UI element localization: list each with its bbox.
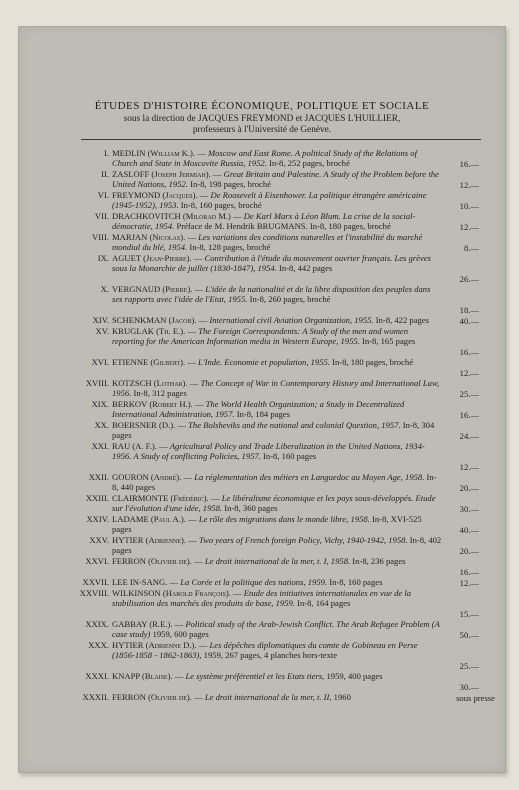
entry-details: In-8, 236 pages [352,556,406,566]
entry-text: BERKOV (Robert H.). — The World Health Organization; a Study in Decentralized International Administration, 1957. In-8, 184 pages [112,399,405,419]
catalog-entry [19,254,505,285]
entry-price: 8.— [463,243,479,254]
entry-details: In-8, 165 pages [362,335,416,346]
entry-price: 30.— [459,504,479,515]
catalog-entry [19,494,505,515]
entry-details: In-8, 440 pages [112,472,437,492]
catalog-entry [19,379,505,400]
entry-text: KNAPP (Blaise). — Le système préférentiel et les Etats tiers, 1959, 400 pages [112,671,383,681]
entry-author: MARJAN (Nicolas). [112,232,186,242]
entry-number: XXII. [88,472,109,482]
catalog-entry [19,442,505,473]
entry-details: In-8, 160 pages, broché [180,199,262,210]
entry-number: XIX. [91,399,109,409]
entry-author: BERKOV (Robert H.). [112,399,193,409]
entry-author: HYTIER (Adrienne D.). [112,640,197,650]
entry-author: AGUET (Jean-Pierre). [112,253,192,263]
entry-text: ZASLOFF (Joseph Jermiah). — Great Britain and Palestine. A Study of the Problem before the United Nations, 1952. In-8, 198 pages, broché [112,169,439,189]
entry-title: L'idée de la nationalité et de la libre disposition des peuples dans ses rapports avec l'idée de l'Etat, 1955. [112,284,431,304]
publication-list [19,149,505,704]
entry-title: Agricultural Policy and Trade Liberalization in the United Nations, 1934-1956. A Study of conflicting Policies, 1957. [112,441,425,461]
header [19,100,505,136]
entry-author: MEDLIN (William K.). [112,148,196,158]
entry-details: In-8, 312 pages [133,387,187,398]
entry-author: FREYMOND (Jacques). [112,190,198,200]
catalog-entry [19,233,505,254]
catalog-entry [19,641,505,672]
entry-price: 16.— [459,159,479,170]
entry-text: HYTIER (Adrienne). — Two years of French foreign Policy, Vichy, 1940-1942, 1958. In-8, 402 pages [112,535,442,555]
entry-title: De Roosevelt à Eisenhower. La politique étrangère américaine (1945-1952), 1953. [112,190,427,210]
entry-details: In-8, 422 pages [375,315,429,325]
header-rule [81,139,481,140]
entry-author: RAU (A. F.). [112,441,157,451]
entry-details: 1959, 600 pages [152,628,209,639]
entry-text: GABBAY (R.E.). — Political study of the Arab-Jewish Conflict. The Arab Refugee Problem (A case study) 1959, 600 pages [112,619,440,639]
entry-author: LADAME (Paul A.). [112,514,186,524]
entry-title: Etude des initiatives internationales en vue de la stabilisation des marchés des produits de base, 1959. [112,588,412,608]
entry-details: In-8, 184 pages [236,408,290,419]
entry-author: ZASLOFF (Joseph Jermiah). [112,169,211,179]
entry-details: In-8, 304 pages [112,420,435,440]
entry-title: Contribution à l'étude du mouvement ouvrier français. Les grèves sous la Monarchie de juillet (1830-1847), 1954. [112,253,431,273]
entry-text: MARJAN (Nicolas). — Les variations des conditions naturelles et l'instabilité du marché mondial du blé, 1954. In-8, 128 pages, broché [112,232,423,252]
catalog-entry [19,400,505,421]
entry-number: XXIV. [86,514,109,524]
entry-number: XXV. [89,535,109,545]
catalog-entry [19,515,505,536]
entry-text: MEDLIN (William K.). — Moscow and East Rome. A political Study of the Relations of Church and State in Moscovite Russia, 1952. In-8, 252 pages, broché [112,148,417,168]
entry-details: In-8, 442 pages [279,262,333,273]
catalog-entry [19,212,505,233]
entry-price: 16.— [459,347,479,358]
entry-price: 20.— [459,546,479,557]
entry-text: KOTZSCH (Lothar). — The Concept of War in Contemporary History and International Law, 1956. In-8, 312 pages [112,378,440,398]
catalog-entry [19,672,505,693]
entry-price: 25.— [459,661,479,672]
entry-number: XXVIII. [79,588,109,598]
entry-number: XXXII. [82,692,109,702]
direction-line: sous la direction de JACQUES FREYMOND et JACQUES L'HUILLIER, [123,114,401,124]
entry-author: CLAIRMONTE (Frédéric). [112,493,209,503]
entry-price: 10.— [459,201,479,212]
entry-price: 25.— [459,389,479,400]
entry-title: La Corée et la politique des nations, 1959. [180,577,328,587]
entry-title: La réglementation des métiers en Languedoc au Moyen Age, 1958. [194,472,425,482]
entry-title: The Concept of War in Contemporary History and International Law, 1956. [112,378,440,398]
entry-number: XXXI. [85,671,109,681]
entry-title: International civil Aviation Organization, 1955. [209,315,374,325]
entry-number: VI. [97,190,109,200]
catalog-entry [19,191,505,212]
entry-details: Préface de M. Hendrik BRUGMANS. In-8, 180 pages, broché [176,220,391,231]
entry-price: 40.— [459,316,479,327]
catalog-entry [19,327,505,358]
entry-title: Two years of French foreign Policy, Vichy, 1940-1942, 1958. [198,535,408,545]
catalog-entry [19,557,505,578]
entry-price: 24.— [459,431,479,442]
entry-details: In-8, 402 pages [112,535,442,555]
entry-author: KOTZSCH (Lothar). [112,378,188,388]
catalog-entry [19,536,505,557]
entry-number: XVI. [91,357,109,367]
entry-author: KNAPP (Blaise). [112,671,173,681]
entry-number: XIV. [92,315,109,325]
entry-price: sous presse [456,693,495,704]
entry-details: 1959, 400 pages [326,671,383,681]
entry-number: IX. [97,253,109,263]
entry-details: In-8, 260 pages, broché [249,293,331,304]
catalog-entry [19,589,505,620]
entry-price: 16.— [459,410,479,421]
entry-details: In-8, 252 pages, broché [269,157,350,168]
entry-text: LADAME (Paul A.). — Le rôle des migrations dans le monde libre, 1958. In-8, XVI-525 pages [112,514,422,534]
entry-text: FREYMOND (Jacques). — De Roosevelt à Eisenhower. La politique étrangère américaine (1945-1952), 1953. In-8, 160 pages, broché [112,190,427,210]
entry-title: Political study of the Arab-Jewish Conflict. The Arab Refugee Problem (A case study) [112,619,440,639]
entry-number: VII. [94,211,109,221]
entry-price: 12.— [459,222,479,233]
entry-text: WILKINSON (Harold François). — Etude des initiatives internationales en vue de la stabilisation des marchés des produits de base, 1959. In-8, 164 pages [112,588,412,608]
catalog-entry [19,358,505,379]
entry-text: HYTIER (Adrienne D.). — Les dépêches diplomatiques du comte de Gobineau en Perse (1856-1858 - 1862-1863), 1959, 267 pages, 4 planches hors-texte [112,640,418,660]
entry-title: The Foreign Correspondents: A Study of the men and women reporting for the American Information media in Western Europe, 1955. [112,326,409,346]
entry-title: De Karl Marx à Léon Blum. La crise de la social-démocratie, 1954. [112,211,416,231]
entry-title: Les dépêches diplomatiques du comte de Gobineau en Perse (1856-1858 - 1862-1863), [112,640,418,660]
entry-price: 12.— [459,368,479,379]
entry-number: XV. [95,326,109,336]
entry-text: GOURON (André). — La réglementation des métiers en Languedoc au Moyen Age, 1958. In-8, 440 pages [112,472,437,492]
entry-title: The Bolsheviks and the national and colonial Question, 1957. [188,420,401,430]
catalog-entry [19,693,505,704]
entry-text: DRACHKOVITCH (Milorad M.) — De Karl Marx à Léon Blum. La crise de la social-démocratie, 1954. Préface de M. Hendrik BRUGMANS. In-8, 180 pages, broché [112,211,416,231]
entry-number: XXX. [88,640,109,650]
entry-number: XXVII. [82,577,109,587]
entry-details: In-8, 198 pages, broché [190,178,271,189]
entry-number: II. [101,169,109,179]
entry-text: ETIENNE (Gilbert). — L'Inde. Economie et population, 1955. In-8, 180 pages, broché [112,357,414,367]
entry-number: XXIII. [85,493,109,503]
entry-author: SCHENKMAN (Jacob). [112,315,197,325]
entry-details: In-8, XVI-525 pages [112,514,422,534]
entry-author: WILKINSON (Harold François). [112,588,231,598]
entry-price: 50.— [459,630,479,641]
catalog-entry [19,473,505,494]
entry-title: Le droit international de la mer, t. II, [204,692,332,702]
entry-number: I. [103,148,109,158]
entry-price: 30.— [459,682,479,693]
entry-text: RAU (A. F.). — Agricultural Policy and Trade Liberalization in the United Nations, 1934-1956. A Study of conflicting Policies, 1957. In-8, 160 pages [112,441,425,461]
entry-title: Le libéralisme économique et les pays sous-développés. Etude sur l'évolution d'une idée, 1958. [112,493,436,513]
entry-author: DRACHKOVITCH (Milorad M.) [112,211,231,221]
entry-author: HYTIER (Adrienne). [112,535,187,545]
entry-title: Le rôle des migrations dans le monde libre, 1958. [198,514,370,524]
entry-text: FERRON (Olivier de). — Le droit international de la mer, t. II, 1960 [112,692,351,702]
entry-author: FERRON (Olivier de). [112,692,192,702]
entry-title: Le système préférentiel et les Etats tiers, [185,671,325,681]
entry-number: X. [100,284,109,294]
entry-text: BOERSNER (D.). — The Bolsheviks and the national and colonial Question, 1957. In-8, 304 pages [112,420,435,440]
catalog-entry [19,149,505,170]
entry-details: In-8, 164 pages [297,597,351,608]
entry-author: BOERSNER (D.). [112,420,176,430]
book-back-cover [18,26,506,773]
entry-details: 1960 [333,692,351,702]
entry-price: 12.— [459,180,479,191]
entry-author: ETIENNE (Gilbert). [112,357,186,367]
entry-text: LEE IN-SANG. — La Corée et la politique des nations, 1959. In-8, 160 pages [112,577,383,587]
entry-price: 26.— [459,274,479,285]
entry-text: KRUGLAK (Th. E.). — The Foreign Correspondents: A Study of the men and women reporting for the American Information media in Western Europe, 1955. In-8, 165 pages [112,326,416,346]
entry-details: In-8, 360 pages [224,502,278,513]
entry-author: VERGNAUD (Pierre). [112,284,193,294]
entry-number: XXVI. [85,556,109,566]
entry-title: L'Inde. Economie et population, 1955. [198,357,330,367]
catalog-entry [19,620,505,641]
entry-price: 20.— [459,483,479,494]
entry-details: 1959, 267 pages, 4 planches hors-texte [203,649,338,660]
entry-details: In-8, 180 pages, broché [332,357,414,367]
entry-text: SCHENKMAN (Jacob). — International civil Aviation Organization, 1955. In-8, 422 pages [112,315,429,325]
entry-number: XXI. [91,441,109,451]
entry-title: Le droit international de la mer, t. I, 1958. [204,556,351,566]
entry-text: CLAIRMONTE (Frédéric). — Le libéralisme économique et les pays sous-développés. Etude sur l'évolution d'une idée, 1958. In-8, 360 pages [112,493,436,513]
catalog-entry [19,285,505,316]
entry-author: GOURON (André). [112,472,182,482]
entry-price: 18.— [459,305,479,316]
entry-number: VIII. [92,232,109,242]
catalog-entry [19,421,505,442]
entry-details: In-8, 128 pages, broché [189,241,271,252]
entry-title: Moscow and East Rome. A political Study of the Relations of Church and State in Moscovite Russia, 1952. [112,148,417,168]
entry-number: XX. [94,420,109,430]
entry-details: In-8, 160 pages [329,577,383,587]
entry-number: XVIII. [85,378,109,388]
catalog-entry [19,170,505,191]
professors-line: professeurs à l'Université de Genève. [192,125,332,135]
entry-title: Les variations des conditions naturelles et l'instabilité du marché mondial du blé, 1954. [112,232,423,252]
entry-text: AGUET (Jean-Pierre). — Contribution à l'étude du mouvement ouvrier français. Les grèves sous la Monarchie de juillet (1830-1847), 1954. In-8, 442 pages [112,253,431,273]
entry-title: Great Britain and Palestine. A Study of the Problem before the United Nations, 1952. [112,169,439,189]
entry-price: 40.— [459,525,479,536]
entry-price: 15.— [459,609,479,620]
entry-author: LEE IN-SANG. [112,577,168,587]
entry-price: 12.— [459,578,479,589]
entry-price: 16.— [459,567,479,578]
entry-author: GABBAY (R.E.). [112,619,173,629]
entry-title: The World Health Organization; a Study in Decentralized International Administration, 1957. [112,399,405,419]
entry-price: 12.— [459,462,479,473]
entry-number: XXIX. [85,619,109,629]
entry-author: KRUGLAK (Th. E.). [112,326,186,336]
entry-details: In-8, 160 pages [263,450,317,461]
entry-author: FERRON (Olivier de). [112,556,192,566]
series-title: ÉTUDES D'HISTOIRE ÉCONOMIQUE, POLITIQUE ET SOCIALE [94,100,430,112]
entry-text: VERGNAUD (Pierre). — L'idée de la nationalité et de la libre disposition des peuples dans ses rapports avec l'idée de l'Etat, 1955. In-8, 260 pages, broché [112,284,431,304]
entry-text: FERRON (Olivier de). — Le droit international de la mer, t. I, 1958. In-8, 236 pages [112,556,406,566]
